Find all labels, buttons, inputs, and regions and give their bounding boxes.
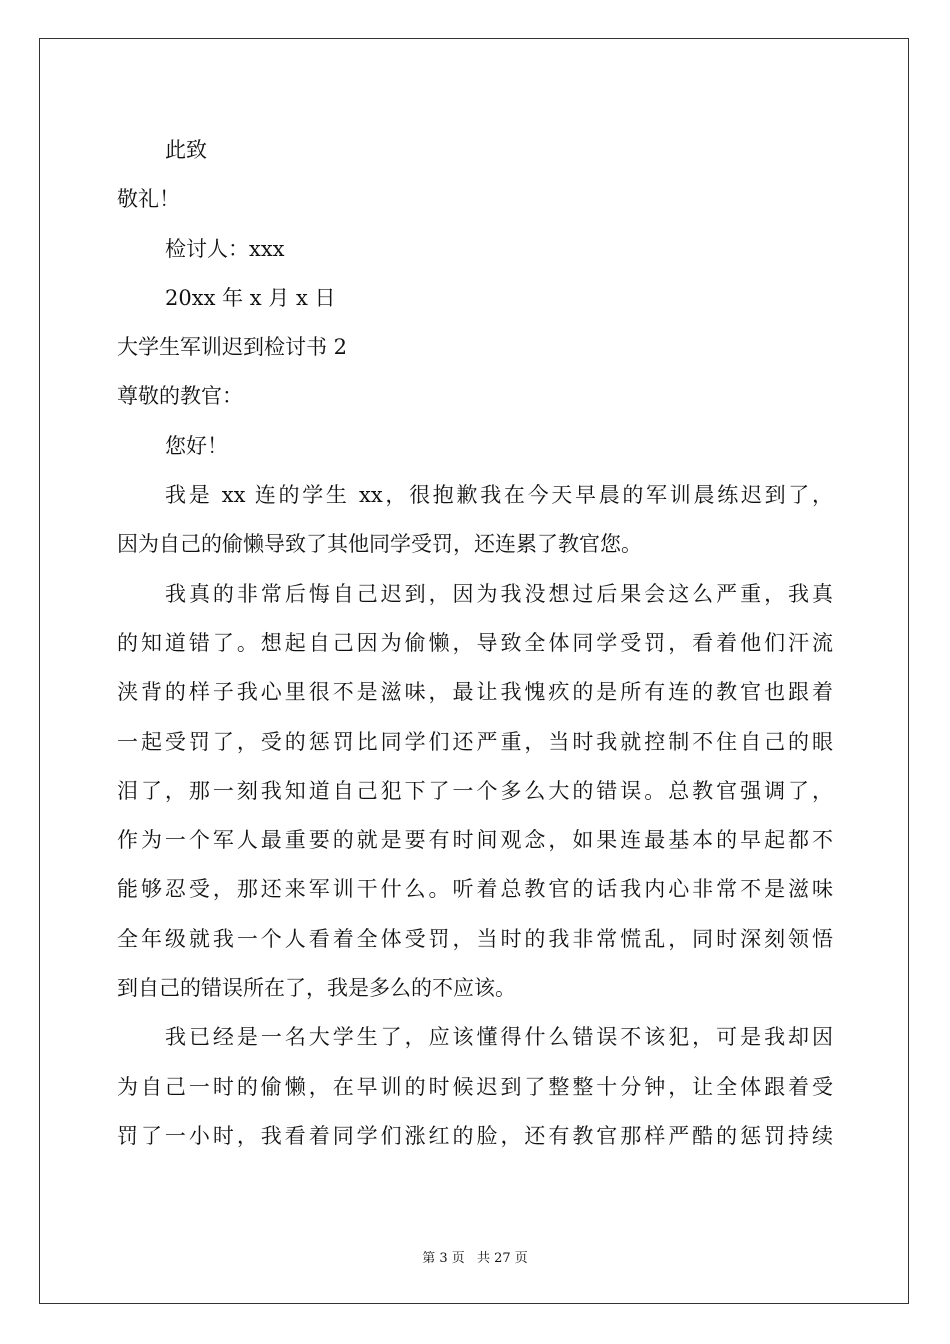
paragraph-line: 我已经是一名大学生了，应该懂得什么错误不该犯，可是我却因 [165, 1025, 833, 1050]
paragraph-line: 到自己的错误所在了，我是多么的不应该。 [117, 976, 516, 1001]
document-body [117, 126, 833, 1161]
paragraph-line: 为自己一时的偷懒，在早训的时候迟到了整整十分钟，让全体跟着受 [117, 1074, 833, 1099]
paragraph-2 [117, 570, 833, 1014]
paragraph-line: 因为自己的偷懒导致了其他同学受罚，还连累了教官您。 [117, 532, 642, 557]
paragraph-line: 作为一个军人最重要的就是要有时间观念，如果连最基本的早起都不 [117, 828, 833, 853]
paragraph-line: 能够忍受，那还来军训干什么。听着总教官的话我内心非常不是滋味 [117, 877, 833, 902]
closing-line: 此致 [165, 138, 207, 162]
paragraph-line: 我是 xx 连的学生 xx，很抱歉我在今天早晨的军训晨练迟到了， [165, 483, 833, 508]
paragraph-line: 浃背的样子我心里很不是滋味，最让我愧疚的是所有连的教官也跟着 [117, 680, 833, 705]
paragraph-line: 全年级就我一个人看着全体受罚，当时的我非常慌乱，同时深刻领悟 [117, 926, 833, 951]
paragraph-line: 的知道错了。想起自己因为偷懒，导致全体同学受罚，看着他们汗流 [117, 630, 833, 655]
paragraph-line: 我真的非常后悔自己迟到，因为我没想过后果会这么严重，我真 [165, 581, 833, 606]
closing-salute: 敬礼！ [117, 187, 180, 212]
paragraph-line: 泪了，那一刻我知道自己犯下了一个多么大的错误。总教官强调了， [117, 778, 833, 803]
page-number: 第 3 页 [422, 1251, 465, 1266]
greeting: 您好！ [165, 433, 228, 458]
paragraph-line: 罚了一小时，我看着同学们涨红的脸，还有教官那样严酷的惩罚持续 [117, 1123, 833, 1148]
page-total: 共 27 页 [476, 1251, 528, 1266]
date-line: 20xx 年 x 月 x 日 [165, 285, 336, 310]
paragraph-3 [117, 1013, 833, 1161]
salutation: 尊敬的教官： [117, 384, 243, 409]
paragraph-1 [117, 471, 833, 570]
page-footer [0, 1247, 950, 1266]
signer-line: 检讨人：xxx [165, 236, 285, 261]
document-title: 大学生军训迟到检讨书 2 [117, 335, 348, 360]
paragraph-line: 一起受罚了，受的惩罚比同学们还严重，当时我就控制不住自己的眼 [117, 729, 833, 754]
